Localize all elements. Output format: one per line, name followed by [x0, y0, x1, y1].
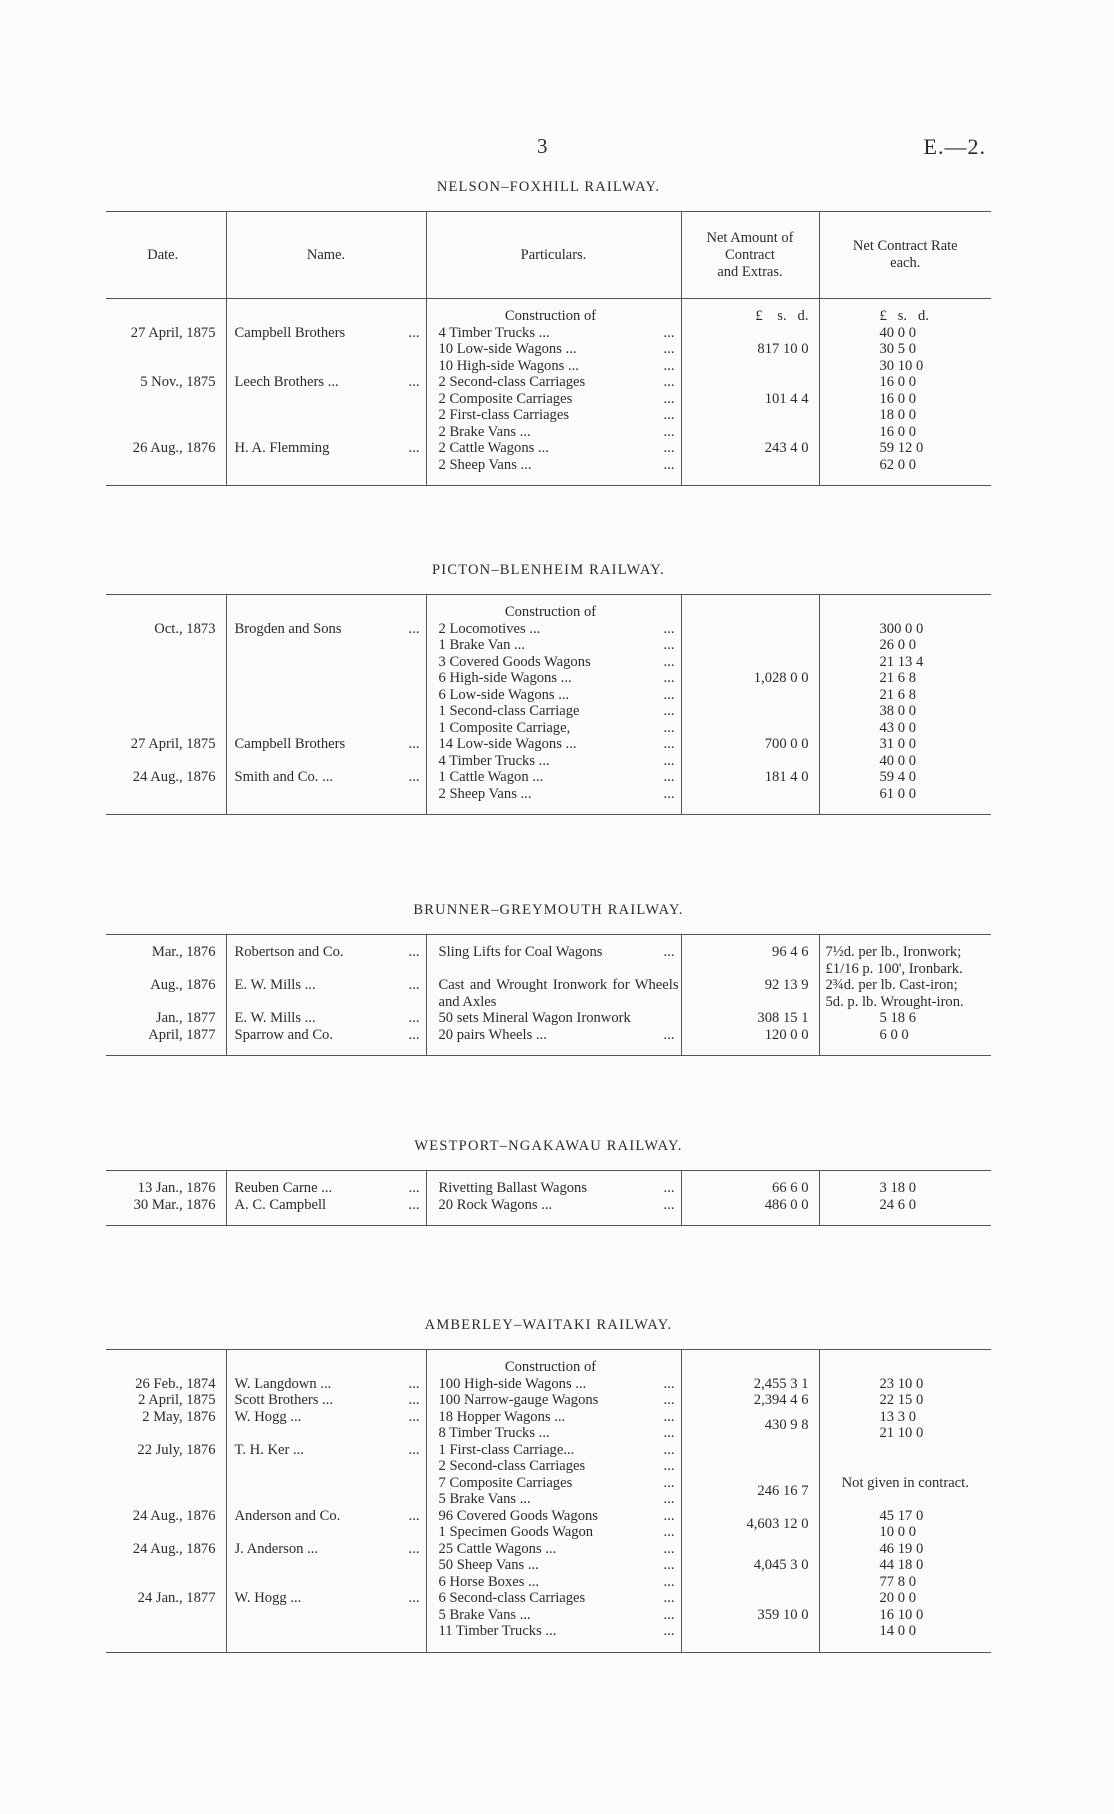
particular-item: 6 Horse Boxes ... — [438, 1573, 540, 1590]
amount: 1,028 0 0 — [753, 670, 809, 686]
amount: 2,455 3 1 — [753, 1375, 809, 1392]
rate: 3 18 0 — [879, 1180, 916, 1196]
rate: 300 0 0 — [879, 620, 924, 637]
rate: 18 0 0 — [879, 407, 916, 423]
date-cell — [106, 299, 226, 486]
construction-label: Construction of — [504, 604, 597, 620]
rate: 43 0 0 — [879, 719, 916, 736]
amount: 120 0 0 — [764, 1026, 809, 1043]
section-title: WESTPORT–NGAKAWAU RAILWAY. — [414, 1138, 683, 1154]
amount: 430 9 8 — [764, 1416, 809, 1433]
date: 24 Aug., 1876 — [132, 1540, 216, 1557]
particular-item: 2 Second-class Carriages — [438, 374, 586, 390]
rate-cell — [819, 1350, 991, 1653]
particulars-cell: Construction of 100 High-side Wagons ... ... 100 Narrow-gauge Wagons ... 18 Hopper Wagons ... ... 8 Timber Trucks ... ... 1 First-class Carriage... ... 2 Second-class Carriages ... 7 Composite Carriages ... 5 Brake Vans ... ... 96 Covered Goods Wagons ... 1 Specimen Goods Wagon ... 25 Cattle Wagons ... ... 50 Sheep Vans ... ... 6 Horse Boxes ... ... 6 Second-class Carriages ... 5 Brake Vans ... ... 11 Timber Trucks ... ... — [426, 1350, 681, 1653]
date: 24 Jan., 1877 — [137, 1590, 216, 1606]
col-particulars-header: Particulars. — [426, 212, 681, 299]
rate: 23 10 0 — [879, 1375, 924, 1392]
amount: 359 10 0 — [757, 1606, 809, 1623]
rate: 21 13 4 — [879, 653, 924, 670]
date: 24 Aug., 1876 — [132, 769, 216, 785]
particular-item: 2 Brake Vans ... — [438, 423, 531, 440]
rate: 40 0 0 — [879, 752, 916, 769]
particular-item: 3 Covered Goods Wagons — [438, 653, 591, 670]
contractor-name: Brogden and Sons — [234, 620, 342, 637]
rate: 61 0 0 — [879, 785, 916, 802]
contractor-name: Campbell Brothers — [234, 736, 346, 752]
date: 5 Nov., 1875 — [140, 374, 216, 390]
contractor-name: Campbell Brothers — [234, 324, 346, 341]
amount: 486 0 0 — [764, 1196, 809, 1213]
rate: 16 0 0 — [879, 374, 916, 390]
amount: 700 0 0 — [764, 736, 809, 752]
rate: 59 4 0 — [879, 769, 916, 785]
nelson-foxhill-table — [106, 211, 991, 486]
rate: 46 19 0 — [879, 1540, 924, 1557]
contractor-name: Leech Brothers ... — [234, 374, 339, 390]
rate: 20 0 0 — [879, 1590, 916, 1606]
amount: 817 10 0 — [757, 341, 809, 357]
page-number: 3 — [537, 134, 548, 158]
westport-ngakawau-section — [106, 1138, 991, 1226]
date: 30 Mar., 1876 — [133, 1196, 216, 1213]
document-reference: E.—2. — [923, 134, 986, 159]
date-cell — [106, 1171, 226, 1226]
rate-cell — [819, 595, 991, 815]
picton-blenheim-section — [106, 562, 991, 815]
rate: 14 0 0 — [879, 1623, 916, 1639]
name-cell: Reuben Carne ... ... A. C. Campbell ... — [226, 1171, 426, 1226]
particular-item: 2 Locomotives ... — [438, 620, 541, 637]
date: Aug., 1876 — [150, 977, 216, 993]
col-amount-header: Net Amount of Contract and Extras. — [681, 212, 819, 299]
contractor-name: W. Hogg ... — [234, 1590, 302, 1606]
amount-cell — [681, 1350, 819, 1653]
particular-item: 50 sets Mineral Wagon Ironwork — [438, 1010, 631, 1026]
particular-item: 1 Specimen Goods Wagon — [438, 1524, 594, 1540]
rate: 2¾d. per lb. Cast-iron; — [825, 977, 958, 993]
rate: Not given in contract. — [841, 1474, 969, 1491]
contractor-name: H. A. Flemming — [234, 440, 330, 456]
amount: 4,603 12 0 — [746, 1515, 809, 1532]
particular-item: 1 Brake Van ... — [438, 637, 525, 653]
rate-cell — [819, 299, 991, 486]
rate: 26 0 0 — [879, 637, 916, 653]
particular-item: 2 Second-class Carriages — [438, 1458, 586, 1474]
rate: 45 17 0 — [879, 1507, 924, 1524]
contractor-name: Scott Brothers ... — [234, 1392, 334, 1408]
currency-header: £ s. d. — [755, 308, 809, 324]
particular-item: 4 Timber Trucks ... — [438, 752, 550, 769]
particular-item: 50 Sheep Vans ... — [438, 1557, 539, 1573]
particular-item: 25 Cattle Wagons ... — [438, 1540, 557, 1557]
particular-item: 6 High-side Wagons ... — [438, 670, 572, 686]
amount: 181 4 0 — [764, 769, 809, 785]
particular-item: 2 First-class Carriages — [438, 407, 570, 423]
particular-item: 20 Rock Wagons ... — [438, 1196, 553, 1213]
particulars-cell: Construction of 4 Timber Trucks ... ... 10 Low-side Wagons ... ... 10 High-side Wagons ... ... 2 Second-class Carriages ... 2 Composite Carriages ... 2 First-class Carriages ... 2 Brake Vans ... ... 2 Cattle Wagons ... ... 2 Sheep Vans ... ... — [426, 299, 681, 486]
particular-item: 14 Low-side Wagons ... — [438, 736, 577, 752]
date: Mar., 1876 — [151, 944, 216, 960]
date-cell — [106, 595, 226, 815]
name-cell: Campbell Brothers ... Leech Brothers ... ... H. A. Flemming ... — [226, 299, 426, 486]
particular-item: 5 Brake Vans ... — [438, 1491, 531, 1507]
rate: 6 0 0 — [879, 1026, 909, 1043]
contractor-name: Anderson and Co. — [234, 1507, 341, 1524]
amberley-waitaki-section — [106, 1317, 991, 1653]
particular-item: 8 Timber Trucks ... — [438, 1425, 550, 1441]
westport-ngakawau-table — [106, 1170, 991, 1226]
rate: 30 10 0 — [879, 357, 924, 374]
particular-item: 1 Cattle Wagon ... — [438, 769, 544, 785]
particular-item: 1 First-class Carriage... — [438, 1441, 575, 1458]
particular-item: 96 Covered Goods Wagons — [438, 1507, 598, 1524]
amount: 66 6 0 — [772, 1180, 809, 1196]
date: 13 Jan., 1876 — [137, 1180, 216, 1196]
construction-label: Construction of — [504, 308, 597, 324]
particular-item: Cast and Wrought Ironwork for Wheels and Axles — [438, 977, 679, 1010]
contractor-name: T. H. Ker ... — [234, 1441, 304, 1458]
amount-cell — [681, 1171, 819, 1226]
particular-item: 10 High-side Wagons ... — [438, 357, 579, 374]
rate: 59 12 0 — [879, 440, 924, 456]
col-name-header: Name. — [226, 212, 426, 299]
amount: 2,394 4 6 — [753, 1392, 809, 1408]
date-cell — [106, 1350, 226, 1653]
amount-cell — [681, 299, 819, 486]
date: Jan., 1877 — [155, 1010, 216, 1026]
particular-item: 100 High-side Wagons ... — [438, 1375, 587, 1392]
particular-item: 18 Hopper Wagons ... — [438, 1408, 566, 1425]
section-title: PICTON–BLENHEIM RAILWAY. — [432, 562, 665, 578]
date: 22 July, 1876 — [137, 1441, 216, 1458]
rate: 16 10 0 — [879, 1606, 924, 1623]
rate: 24 6 0 — [879, 1196, 916, 1213]
date: 2 May, 1876 — [142, 1408, 216, 1425]
contractor-name: Reuben Carne ... — [234, 1180, 333, 1196]
particular-item: 4 Timber Trucks ... — [438, 324, 550, 341]
brunner-greymouth-section — [106, 902, 991, 1056]
rate: 16 0 0 — [879, 390, 916, 407]
particular-item: 1 Composite Carriage, — [438, 719, 571, 736]
particulars-cell: Construction of 2 Locomotives ... ... 1 Brake Van ... ... 3 Covered Goods Wagons ... 6 High-side Wagons ... ... 6 Low-side Wagons ... ... 1 Second-class Carriage ... 1 Composite Carriage, ... 14 Low-side Wagons ... ... 4 Timber Trucks ... ... 1 Cattle Wagon ... ... 2 Sheep Vans ... ... — [426, 595, 681, 815]
rate: 5d. p. lb. Wrought-iron. — [825, 993, 964, 1010]
rate: 31 0 0 — [879, 736, 916, 752]
amount-cell — [681, 595, 819, 815]
particular-item: 10 Low-side Wagons ... — [438, 341, 577, 357]
contractor-name: W. Langdown ... — [234, 1375, 332, 1392]
date: 27 April, 1875 — [130, 736, 216, 752]
contractor-name: Sparrow and Co. — [234, 1026, 333, 1043]
particular-item: 7 Composite Carriages — [438, 1474, 573, 1491]
name-cell: Robertson and Co. ... E. W. Mills ... ... E. W. Mills ... ... Sparrow and Co. ... — [226, 935, 426, 1056]
particular-item: 2 Cattle Wagons ... — [438, 440, 549, 456]
particular-item: 2 Composite Carriages — [438, 390, 573, 407]
amount: 246 16 7 — [757, 1482, 809, 1499]
particular-item: 2 Sheep Vans ... — [438, 785, 532, 802]
section-title: NELSON–FOXHILL RAILWAY. — [436, 179, 661, 195]
contractor-name: E. W. Mills ... — [234, 977, 316, 993]
contractor-name: E. W. Mills ... — [234, 1010, 316, 1026]
particular-item: Sling Lifts for Coal Wagons — [438, 944, 603, 960]
date: 2 April, 1875 — [138, 1392, 216, 1408]
construction-label: Construction of — [504, 1359, 597, 1375]
col-rate-header: Net Contract Rate each. — [819, 212, 991, 299]
rate: 5 18 6 — [879, 1010, 916, 1026]
rate: 21 6 8 — [879, 670, 916, 686]
rate: £1/16 p. 100', Ironbark. — [825, 960, 963, 977]
rate: 44 18 0 — [879, 1557, 924, 1573]
currency-header: £ s. d. — [879, 308, 929, 324]
particular-item: 100 Narrow-gauge Wagons — [438, 1392, 599, 1408]
date-cell — [106, 935, 226, 1056]
rate: 30 5 0 — [879, 341, 916, 357]
amount: 308 15 1 — [757, 1010, 809, 1026]
particulars-cell: Rivetting Ballast Wagons ... 20 Rock Wagons ... ... — [426, 1171, 681, 1226]
particular-item: 1 Second-class Carriage — [438, 703, 580, 719]
rate: 16 0 0 — [879, 423, 916, 440]
date: April, 1877 — [148, 1026, 216, 1043]
amount: 4,045 3 0 — [753, 1557, 809, 1573]
amount: 243 4 0 — [764, 440, 809, 456]
amount-cell — [681, 935, 819, 1056]
particular-item: 11 Timber Trucks ... — [438, 1623, 557, 1639]
rate: 10 0 0 — [879, 1524, 916, 1540]
date: 27 April, 1875 — [130, 324, 216, 341]
amount: 96 4 6 — [772, 944, 809, 960]
contractor-name: Smith and Co. ... — [234, 769, 334, 785]
date: 26 Feb., 1874 — [135, 1375, 216, 1392]
amount: 92 13 9 — [764, 977, 809, 993]
rate: 62 0 0 — [879, 456, 916, 473]
particulars-cell: Sling Lifts for Coal Wagons ... Cast and Wrought Ironwork for Wheels and Axles 50 sets Mineral Wagon Ironwork 20 pairs Wheels ... ... — [426, 935, 681, 1056]
contractor-name: W. Hogg ... — [234, 1408, 302, 1425]
picton-blenheim-table — [106, 594, 991, 815]
rate-cell — [819, 935, 991, 1056]
date: Oct., 1873 — [154, 620, 216, 637]
particular-item: 6 Low-side Wagons ... — [438, 686, 570, 703]
brunner-greymouth-table — [106, 934, 991, 1056]
nelson-foxhill-section — [106, 179, 991, 486]
rate: 7½d. per lb., Ironwork; — [825, 944, 962, 960]
rate: 77 8 0 — [879, 1573, 916, 1590]
particular-item: 5 Brake Vans ... — [438, 1606, 531, 1623]
contractor-name: J. Anderson ... — [234, 1540, 319, 1557]
name-cell: Brogden and Sons ... Campbell Brothers ... Smith and Co. ... ... — [226, 595, 426, 815]
rate: 21 6 8 — [879, 686, 916, 703]
rate-cell — [819, 1171, 991, 1226]
particular-item: 6 Second-class Carriages — [438, 1590, 586, 1606]
contractor-name: Robertson and Co. — [234, 944, 344, 960]
particular-item: 2 Sheep Vans ... — [438, 456, 532, 473]
name-cell: W. Langdown ... ... Scott Brothers ... ... W. Hogg ... ... T. H. Ker ... ... Anderson and Co. ... J. Anderson ... ... W. Hogg ... ... — [226, 1350, 426, 1653]
rate: 21 10 0 — [879, 1425, 924, 1441]
rate: 13 3 0 — [879, 1408, 916, 1425]
amberley-waitaki-table — [106, 1349, 991, 1653]
contractor-name: A. C. Campbell — [234, 1196, 327, 1213]
rate: 38 0 0 — [879, 703, 916, 719]
col-date-header: Date. — [106, 212, 226, 299]
section-title: BRUNNER–GREYMOUTH RAILWAY. — [413, 902, 684, 918]
rate: 40 0 0 — [879, 324, 916, 341]
date: 24 Aug., 1876 — [132, 1507, 216, 1524]
section-title: AMBERLEY–WAITAKI RAILWAY. — [424, 1317, 673, 1333]
date: 26 Aug., 1876 — [132, 440, 216, 456]
rate: 22 15 0 — [879, 1392, 924, 1408]
particular-item: 20 pairs Wheels ... — [438, 1026, 547, 1043]
amount: 101 4 4 — [764, 390, 809, 407]
particular-item: Rivetting Ballast Wagons — [438, 1180, 588, 1196]
